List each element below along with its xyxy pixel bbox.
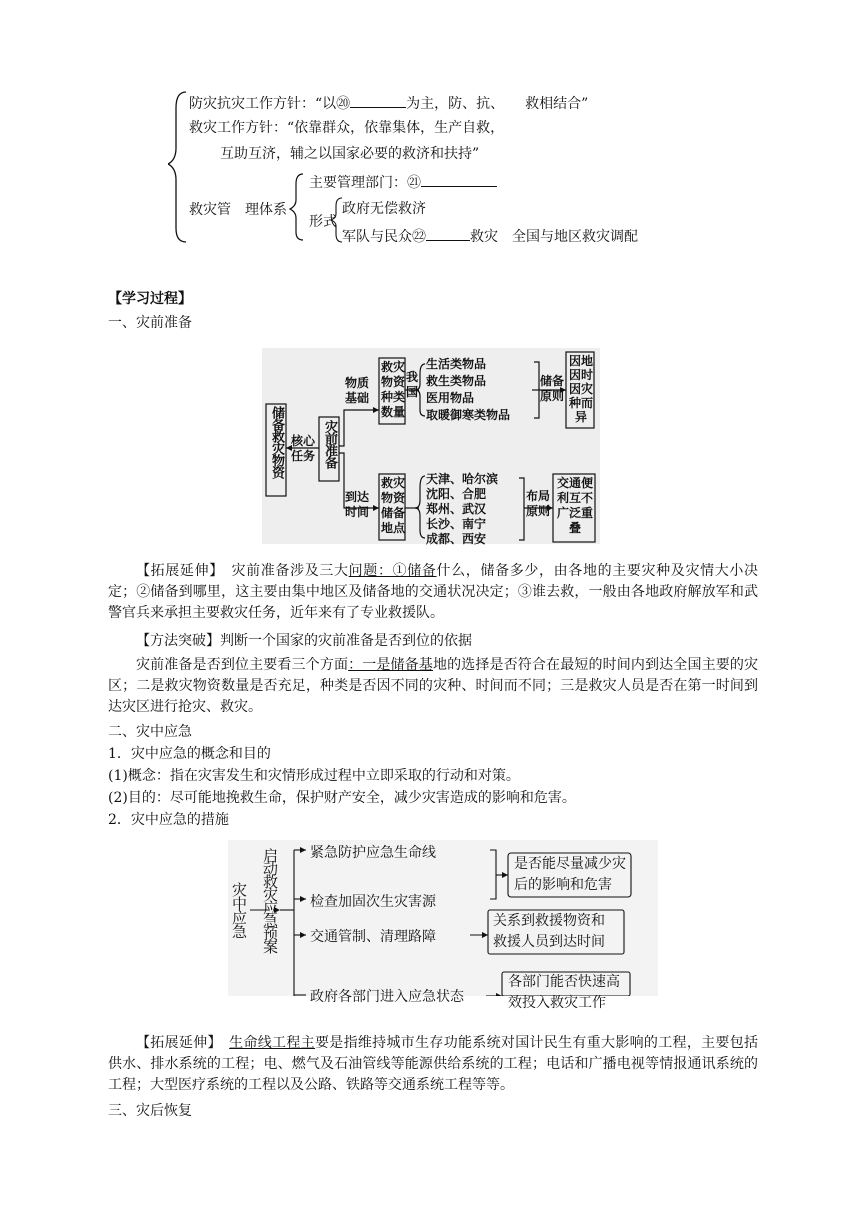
root-storage: 储备救灾物资: [269, 406, 284, 478]
lower-box: 救灾物资储备地点: [381, 476, 406, 535]
box3-line-0: 各部门能否快速高: [508, 974, 620, 990]
policy-line-1: [189, 93, 588, 113]
method-tag: 【方法突破】: [136, 633, 220, 649]
policy-line-3: 互助互济，辅之以国家必要的救济和扶持”: [220, 146, 480, 162]
measure-2: 交通管制、清理路障: [310, 929, 436, 945]
city-4: 成都、西安: [426, 532, 487, 546]
section1-heading: 一、灾前准备: [108, 315, 192, 331]
lower-branch: 到达时间: [345, 490, 370, 519]
section2-sub1: 1．灾中应急的概念和目的: [108, 746, 271, 762]
dept-line: [309, 172, 497, 192]
purpose-line: (2)目的：尽可能地挽救生命，保护财产安全，减少灾害造成的影响和危害。: [108, 790, 576, 806]
principle-box: 因地因时因灾种而异: [568, 354, 593, 424]
form-2-line: [342, 226, 638, 246]
method-paragraph: [108, 655, 758, 718]
storage-principle: 储备原则: [540, 374, 565, 403]
box1-line-0: 是否能尽量减少灾: [514, 856, 626, 872]
method-text-u: ：一是储备基: [348, 657, 433, 673]
upper-branch: 物质基础: [345, 376, 370, 405]
box1-line-1: 后的影响和危害: [514, 877, 612, 893]
form-1: 政府无偿救济: [342, 201, 426, 217]
form2-prefix: 军队与民众㉒: [342, 229, 426, 245]
measure-3: 政府各部门进入应急状态: [310, 989, 464, 1005]
dept-label: 主要管理部门：㉑: [309, 175, 421, 191]
ext1-text-a: 灾前准备涉及三大: [216, 563, 349, 579]
result-box-3: [508, 972, 620, 1014]
center-prep: 灾前准备: [322, 420, 337, 468]
ext-tag-2: 【拓展延伸】: [136, 1035, 215, 1051]
cities-list: [426, 472, 498, 547]
core-task-label: 核心任务: [290, 434, 315, 463]
ext-tag-1: 【拓展延伸】: [136, 563, 217, 579]
ext1-text-u: 问题：①储备: [348, 563, 437, 579]
emergency-root: 灾中应急: [230, 882, 248, 938]
city-0: 天津、哈尔滨: [426, 472, 499, 486]
plan-label: 启动救灾应急预案: [261, 848, 279, 952]
ext-paragraph-1: [108, 561, 758, 624]
ext-paragraph-2: [108, 1033, 758, 1096]
policy1-suffix: 为主，防、抗、 救相结合”: [406, 96, 589, 112]
section2-heading: 二、灾中应急: [108, 724, 192, 740]
form2-suffix: 救灾 全国与地区救灾调配: [470, 229, 638, 245]
policy-line-2: 救灾工作方针：“依靠群众，依靠集体，生产自救，: [189, 120, 505, 136]
result-box-2: [493, 911, 605, 953]
result-box-1: [514, 854, 626, 896]
item-1: 救生类物品: [426, 374, 487, 388]
item-3: 取暖御寒类物品: [426, 408, 511, 422]
blank-22[interactable]: [426, 226, 470, 241]
ext2-text-u: 生命线工程主: [229, 1035, 315, 1051]
form-label: 形式: [309, 214, 337, 230]
system-label: 救灾管 理体系: [189, 202, 287, 218]
ext1-text-b: 什么，储备多少，由各地的主要灾种及灾情大小决定；②储备到哪里，这主要由集中地区及储备地的交通状况决定；③谁去救，一般由各地政府解放军和武警官兵来承担主要救灾任务，近年来有了专业救援队。: [108, 563, 759, 621]
box2-line-1: 救援人员到达时间: [493, 934, 605, 950]
layout-principle: 布局原则: [526, 489, 551, 518]
layout-box: 交通便利互不广泛重叠: [556, 476, 593, 535]
blank-20[interactable]: [350, 93, 406, 108]
box2-line-0: 关系到救援物资和: [493, 913, 605, 929]
section-title: 【学习过程】: [108, 291, 192, 307]
city-2: 郑州、武汉: [426, 502, 487, 516]
emergency-diagram: [228, 840, 658, 1011]
method-text-b: 地的选择是否符合在最短的时间内到达全国主要的灾区；二是救灾物资数量是否充足，种类是否因不同的灾种、时间而不同；三是救灾人员是否在第一时间到达灾区进行抢灾、救灾。: [108, 657, 759, 715]
items-list: [426, 356, 510, 424]
city-3: 长沙、南宁: [426, 517, 487, 531]
method-text-a: 灾前准备是否到位主要看三个方面: [136, 657, 349, 673]
box3-line-1: 效投入救灾工作: [508, 995, 606, 1011]
method-title: 判断一个国家的灾前准备是否到位的依据: [220, 633, 472, 649]
upper-box: 救灾物资种类数量: [381, 360, 406, 419]
method-line: [136, 632, 472, 650]
item-2: 医用物品: [426, 391, 475, 405]
policy1-prefix: 防灾抗灾工作方针：“以⑳: [189, 96, 351, 112]
concept-line: (1)概念：指在灾害发生和灾情形成过程中立即采取的行动和对策。: [108, 768, 520, 784]
measure-0: 紧急防护应急生命线: [310, 845, 436, 861]
ext2-text-b: 要是指维持城市生存功能系统对国计民生有重大影响的工程，主要包括供水、排水系统的工程；电、燃气及石油管线等能源供给系统的工程；电话和广播电视等情报通讯系统的工程；大型医疗系统的工程以及公路、铁路等交通系统工程等等。: [108, 1035, 759, 1093]
country-label: 我国: [406, 370, 419, 399]
city-1: 沈阳、合肥: [426, 487, 487, 501]
prep-diagram: [262, 348, 600, 544]
measure-1: 检查加固次生灾害源: [310, 894, 436, 910]
section2-sub2: 2．灾中应急的措施: [108, 812, 229, 828]
blank-21[interactable]: [421, 172, 497, 187]
section3-heading: 三、灾后恢复: [108, 1103, 192, 1119]
item-0: 生活类物品: [426, 357, 487, 371]
